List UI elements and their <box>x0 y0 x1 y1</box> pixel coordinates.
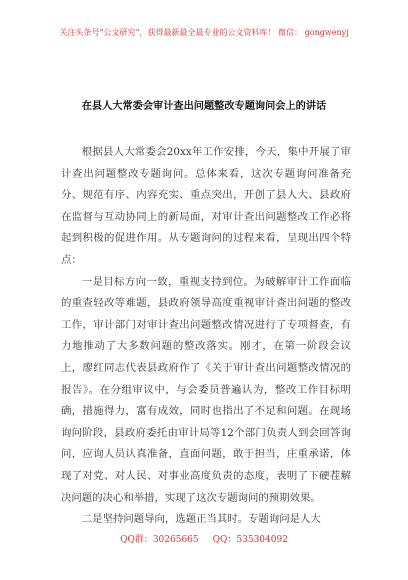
body-paragraph-3: 二是坚持问题导向，选题正当其时。专题询问是人大 <box>81 513 321 526</box>
header-promo-text: 关注头条号“公文研究”，获得最新最全最专业的公文资料库！ <box>59 28 276 37</box>
body-paragraph-2: 一是目标方向一致，重视支持到位。为破解审计工作面临的重查轻改等难题，县政府领导高度重视审计查出问题的整改工作，审计部门对审计查出问题整改情况进行了专项督查，有力地推动了大多数问题的整改落实。刚才，在第一阶段会议上，廖红同志代表县政府作了《关于审计查出问题整改情况的报告》。在分组审议中，与会委员普遍认为，整改工作目标明确，措施得力，富有成效，同时也指出了不足和问题。在现场询问阶段，县政府委托由审计局等12个部门负责人到会回答询问，应询人员认真准备，直面问题，敢于担当，庄重承诺，体现了对党、对人民、对事业高度负责的态度，表明了下硬茬解决问题的决心和举措，实现了这次专题询问的预期效果。 <box>61 275 351 504</box>
footer-qq-number: QQ：535304092 <box>212 535 288 545</box>
document-body <box>61 142 351 531</box>
header-banner <box>0 28 408 38</box>
footer-contact <box>0 534 408 546</box>
document-title: 在县人大常委会审计查出问题整改专题询问会上的讲话 <box>81 101 327 112</box>
footer-qq-group: QQ群：30265665 <box>120 535 199 545</box>
header-wechat-handle: gongwenyj <box>304 28 349 37</box>
body-paragraph-1: 根据县人大常委会20xx年工作安排，今天，集中开展了审计查出问题整改专题询问。总体来看，这次专题询问准备充分、规范有序、内容充实、重点突出，开创了县人大、县政府在监督与互动协同上的新局面，对审计查出问题整改工作必将起到积极的促进作用。从专题询问的过程来看，呈现出四个特点： <box>61 146 351 266</box>
header-wechat-label: 微信： <box>278 28 303 37</box>
